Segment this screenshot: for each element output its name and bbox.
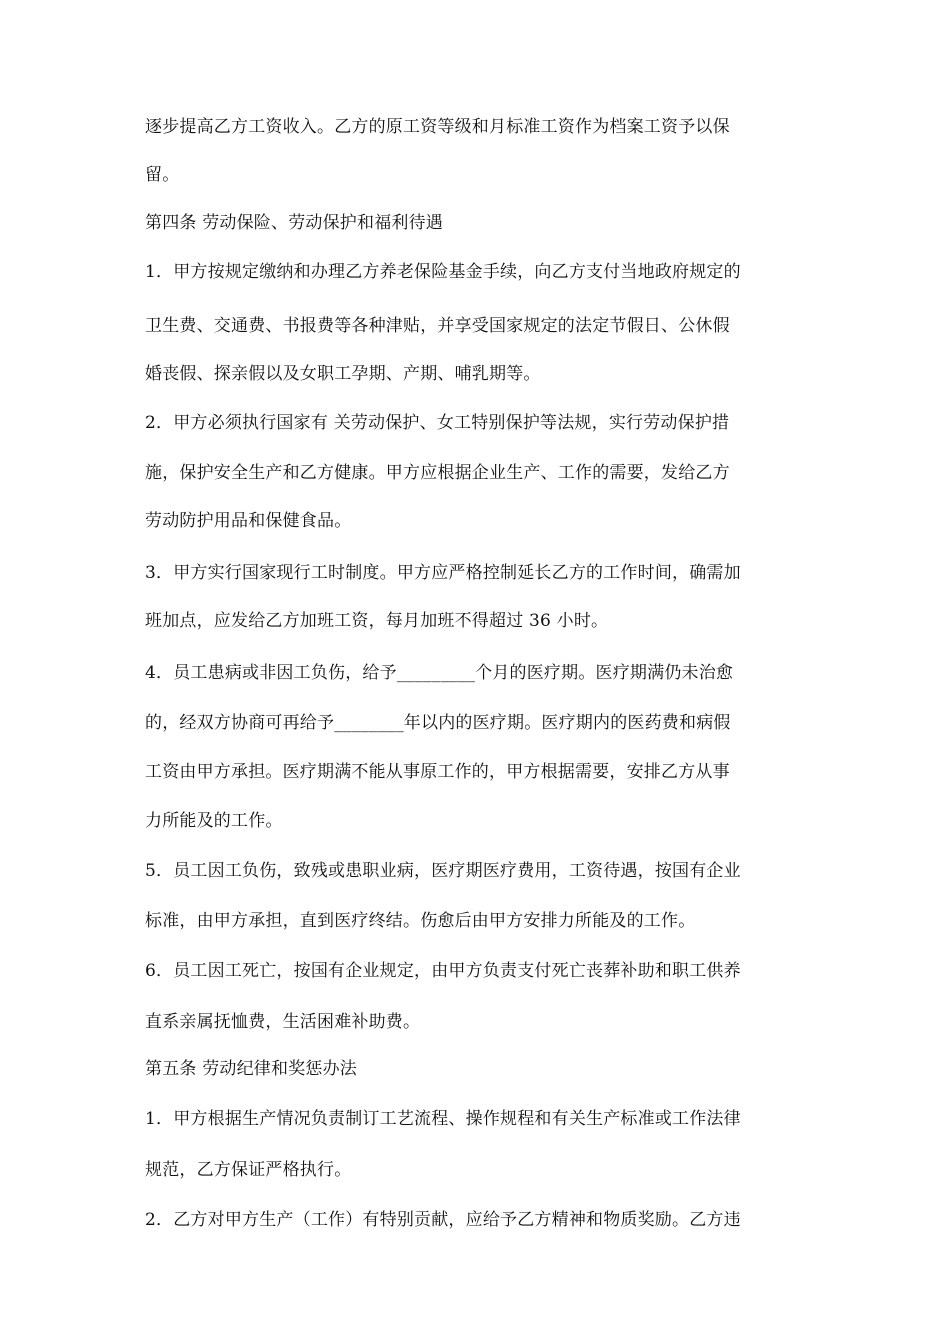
text-line: 规范，乙方保证严格执行。	[145, 1160, 352, 1180]
section-heading: 第四条 劳动保险、劳动保护和福利待遇	[145, 213, 444, 233]
text-line: 婚丧假、探亲假以及女职工孕期、产期、哺乳期等。	[145, 364, 541, 384]
text-line: 的，经双方协商可再给予________年以内的医疗期。医疗期内的医药费和病假	[145, 713, 731, 733]
text-line: 4．员工患病或非因工负伤，给予_________个月的医疗期。医疗期满仍未治愈	[145, 663, 734, 683]
text-line: 班加点，应发给乙方加班工资，每月加班不得超过 36 小时。	[145, 611, 609, 631]
text-line: 劳动防护用品和保健食品。	[145, 511, 352, 531]
text-line: 2．乙方对甲方生产（工作）有特别贡献，应给予乙方精神和物质奖励。乙方违	[145, 1210, 741, 1230]
text-line: 卫生费、交通费、书报费等各种津贴，并享受国家规定的法定节假日、公休假	[145, 316, 730, 336]
text-line: 6．员工因工死亡，按国有企业规定，由甲方负责支付死亡丧葬补助和职工供养	[145, 961, 741, 981]
text-line: 标准，由甲方承担，直到医疗终结。伤愈后由甲方安排力所能及的工作。	[145, 911, 696, 931]
text-line: 逐步提高乙方工资收入。乙方的原工资等级和月标准工资作为档案工资予以保	[145, 117, 730, 137]
text-line: 2．甲方必须执行国家有 关劳动保护、女工特别保护等法规，实行劳动保护措	[145, 413, 730, 433]
text-line: 力所能及的工作。	[145, 811, 283, 831]
text-line: 5．员工因工负伤，致残或患职业病，医疗期医疗费用，工资待遇，按国有企业	[145, 861, 741, 881]
text-line: 3．甲方实行国家现行工时制度。甲方应严格控制延长乙方的工作时间，确需加	[145, 563, 741, 583]
text-line: 1．甲方按规定缴纳和办理乙方养老保险基金手续，向乙方支付当地政府规定的	[145, 262, 741, 282]
text-line: 施，保护安全生产和乙方健康。甲方应根据企业生产、工作的需要，发给乙方	[145, 463, 730, 483]
text-line: 留。	[145, 165, 180, 185]
text-line: 直系亲属抚恤费，生活困难补助费。	[145, 1012, 421, 1032]
text-line: 1．甲方根据生产情况负责制订工艺流程、操作规程和有关生产标准或工作法律	[145, 1109, 741, 1129]
section-heading: 第五条 劳动纪律和奖惩办法	[145, 1059, 358, 1079]
text-line: 工资由甲方承担。医疗期满不能从事原工作的，甲方根据需要，安排乙方从事	[145, 762, 730, 782]
